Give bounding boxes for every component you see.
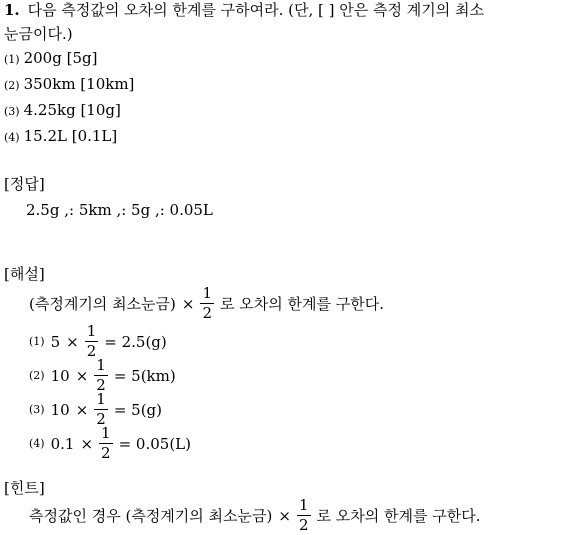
hint-text: 측정값인 경우 (측정계기의 최소눈금) × $\frac{1}{2}$ 로 오차의 한계를 구한다. xyxy=(29,496,481,534)
fraction-one-half: $\frac{1}{2}$ xyxy=(86,322,97,360)
item-text: 200g [5g] xyxy=(23,49,98,67)
item-label: (2) xyxy=(4,79,20,92)
answer-header: [정답] xyxy=(4,175,45,193)
explanation-step-2: (2) 10 × $\frac{1}{2}$ = 5(km) xyxy=(29,356,176,394)
formula-post: 로 오차의 한계를 구한다. xyxy=(220,294,384,313)
item-text: 4.25kg [10g] xyxy=(23,101,121,119)
fraction-one-half: $\frac{1}{2}$ xyxy=(101,424,111,462)
explanation-step-3: (3) 10 × $\frac{1}{2}$ = 5(g) xyxy=(29,390,162,428)
question-item-3 xyxy=(4,100,121,122)
hint-post: 로 오차의 한계를 구한다. xyxy=(316,506,481,525)
explanation-formula xyxy=(26,284,387,323)
hint-pre: 측정값인 경우 (측정계기의 최소눈금) xyxy=(29,506,273,525)
fraction-one-half: $\frac{1}{2}$ xyxy=(202,284,213,322)
item-text: 15.2L [0.1L] xyxy=(23,127,118,145)
fraction-one-half: $\frac{1}{2}$ xyxy=(96,356,106,394)
explanation-step-1: (1) 5 × $\frac{1}{2}$ = 2.5(g) xyxy=(29,322,167,360)
item-label: (3) xyxy=(4,105,20,118)
item-text: 350km [10km] xyxy=(23,75,135,93)
fraction-one-half: $\frac{1}{2}$ xyxy=(96,390,106,428)
question-line-1 xyxy=(4,0,484,20)
explanation-header: [해설] xyxy=(4,265,45,283)
question-item-4 xyxy=(4,126,117,148)
item-label: (1) xyxy=(4,53,20,66)
item-label: (4) xyxy=(4,131,20,144)
explanation-step-4: (4) 0.1 × $\frac{1}{2}$ = 0.05(L) xyxy=(29,424,191,462)
question-text: 다음 측정값의 오차의 한계를 구하여라. (단, [ ] 안은 측정 계기의 최소 xyxy=(27,1,484,19)
question-item-1 xyxy=(4,48,97,70)
times-sign: × xyxy=(181,294,195,313)
question-item-2 xyxy=(4,74,134,96)
question-number: 1. xyxy=(4,1,20,19)
formula-pre: (측정계기의 최소눈금) xyxy=(29,294,176,313)
fraction-one-half: $\frac{1}{2}$ xyxy=(298,496,309,534)
question-line-2: 눈금이다.) xyxy=(4,25,73,43)
answer-text: 2.5g ,: 5km ,: 5g ,: 0.05L xyxy=(26,201,213,219)
hint-header: [힌트] xyxy=(4,479,45,497)
